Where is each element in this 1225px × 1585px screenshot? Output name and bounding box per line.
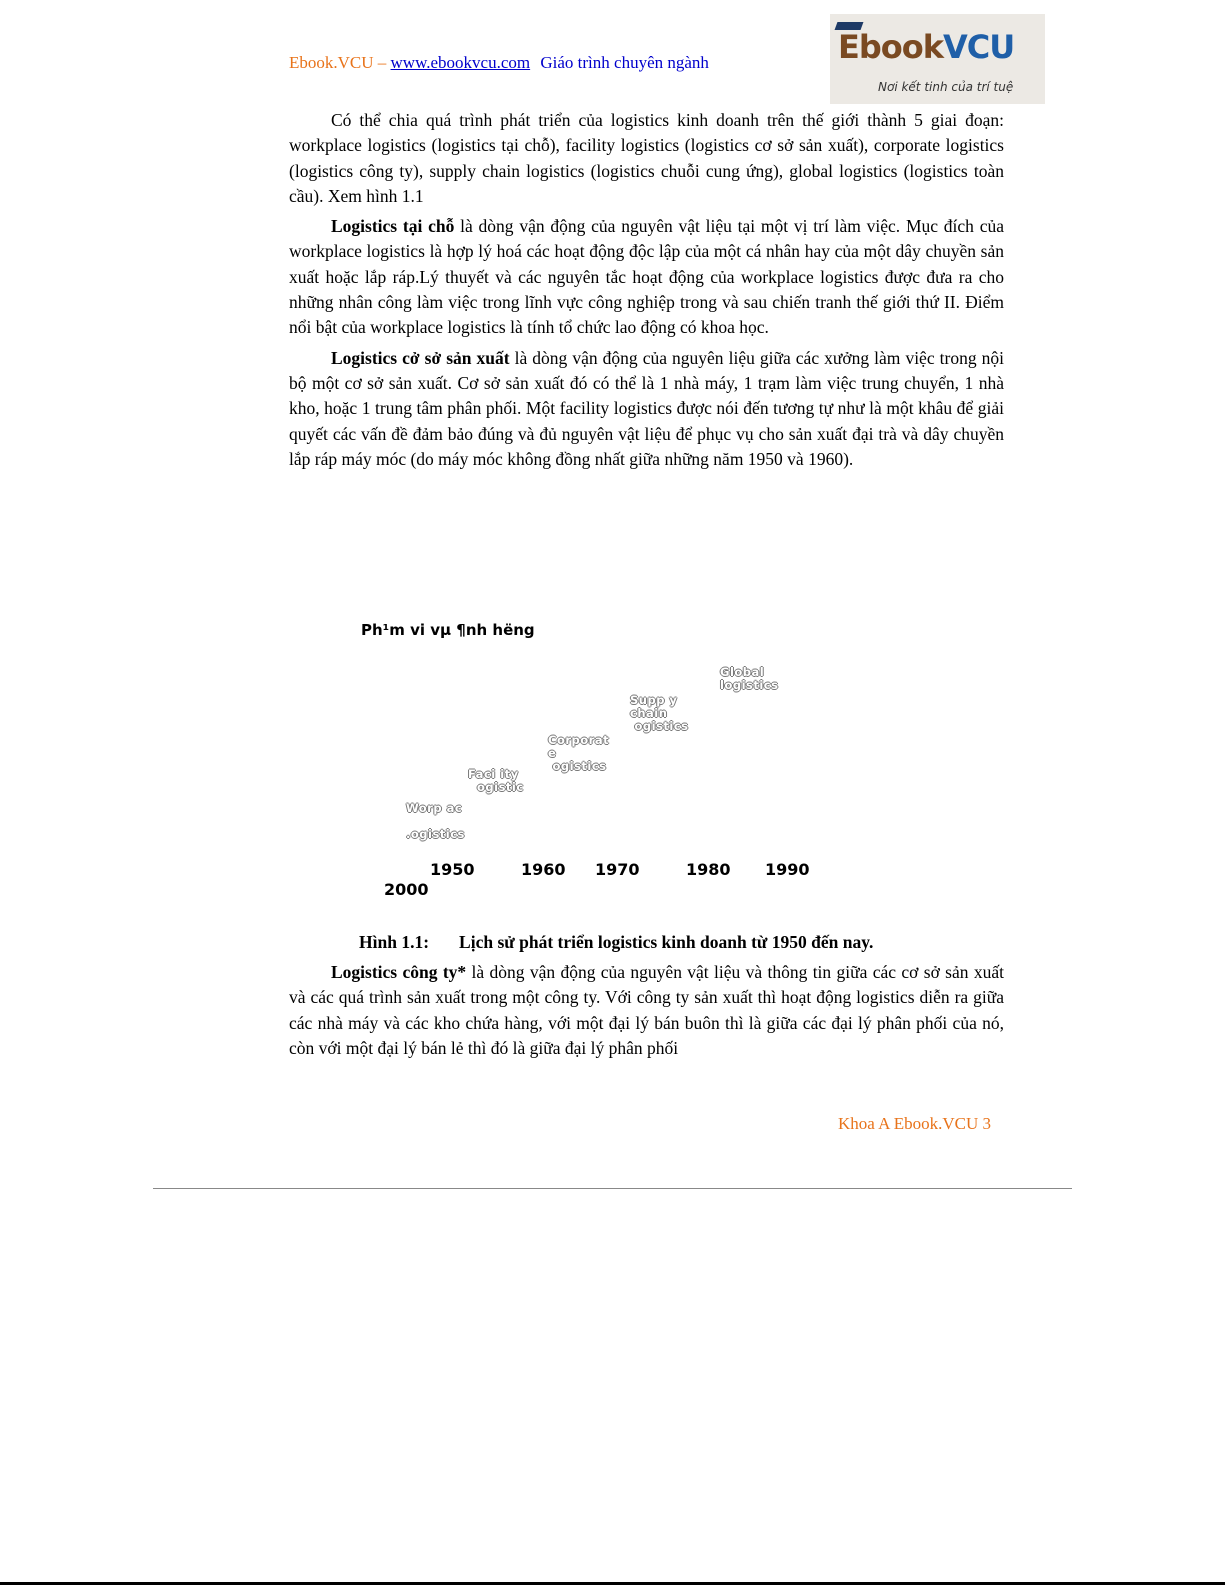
ebookvcu-logo [830, 14, 1045, 104]
logistics-history-chart [340, 610, 860, 910]
chart-y-axis-title: Ph¹m vi vµ ¶nh hëng [361, 621, 535, 639]
stage-label-5: Global logistics [720, 665, 779, 692]
stage-label-1: Worp ac .ogistics [406, 801, 465, 841]
x-tick-1990: 1990 [765, 860, 810, 879]
logo-name-part1: Ebook [838, 28, 944, 66]
x-tick-1970: 1970 [595, 860, 640, 879]
x-tick-1980: 1980 [686, 860, 731, 879]
page-divider [153, 1188, 1072, 1189]
page-footer: Khoa A Ebook.VCU 3 [838, 1114, 991, 1133]
x-tick-1950: 1950 [430, 860, 475, 879]
paragraph-4-term: Logistics công ty* [331, 962, 467, 982]
header-dash: – [377, 53, 387, 72]
stage-label-3: Corporat e ogistics [548, 733, 610, 773]
header-brand: Ebook.VCU [289, 53, 374, 72]
paragraph-4 [289, 960, 1004, 1061]
paragraph-2 [289, 214, 1004, 340]
paragraph-4-text: là dòng vận động của nguyên vật liệu và thông tin giữa các cơ sở sản xuất và các quá trình sản xuất trong một công ty. Với công ty sản xuất thì hoạt động logistics diễn ra giữa các nhà máy và các kho chứa hàng, với một đại lý bán buôn thì là giữa các đại lý phân phối của nó, còn với một đại lý bán lẻ thì đó là giữa đại lý phân phối [289, 962, 1004, 1058]
body-text-bottom [289, 960, 1004, 1061]
paragraph-1: Có thể chia quá trình phát triển của logistics kinh doanh trên thế giới thành 5 giai đoạn: workplace logistics (logistics tại chỗ), facility logistics (logistics cơ sở sản xuất), corporate logistics (logistics công ty), supply chain logistics (logistics chuỗi cung ứng), global logistics (logistics toàn cầu). Xem hình 1.1 [289, 110, 1004, 206]
figure-caption-label: Hình 1.1: [359, 932, 430, 952]
x-tick-2000: 2000 [384, 880, 429, 899]
paragraph-2-text: là dòng vận động của nguyên vật liệu tại một vị trí làm việc. Mục đích của workplace logistics là hợp lý hoá các hoạt động độc lập của một cá nhân hay của một dây chuyền sản xuất hoặc lắp ráp.Lý thuyết và các nguyên tắc hoạt động của workplace logistics được đưa ra cho những nhân công làm việc trong lĩnh vực công nghiệp trong và sau chiến tranh thế giới thứ II. Điểm nổi bật của workplace logistics là tính tổ chức lao động có khoa học. [289, 216, 1004, 338]
body-text-top [289, 108, 1004, 477]
logo-name [838, 28, 1014, 66]
stage-label-2: Faci ity ogistic [468, 767, 524, 794]
logo-name-part2: VCU [943, 28, 1015, 66]
paragraph-2-term: Logistics tại chỗ [331, 216, 455, 237]
header-url-link[interactable]: www.ebookvcu.com [390, 53, 531, 72]
figure-caption [359, 932, 873, 953]
paragraph-3-term: Logistics cở sở sản xuất [331, 347, 510, 368]
header-subtitle: Giáo trình chuyên ngành [540, 53, 709, 72]
paragraph-3 [289, 346, 1004, 472]
logo-tagline: Nơi kết tinh của trí tuệ [878, 80, 1014, 94]
page-header [289, 53, 709, 73]
paragraph-3-text: là dòng vận động của nguyên liệu giữa các xưởng làm việc trong nội bộ một cơ sở sản xuất. Cơ sở sản xuất đó có thể là 1 nhà máy, 1 trạm làm việc trung chuyển, 1 nhà kho, hoặc 1 trung tâm phân phối. Một facility logistics được nói đến tương tự như là một khâu để giải quyết các vấn đề đảm bảo đúng và đủ nguyên vật liệu để phục vụ cho sản xuất đại trà và dây chuyền lắp ráp máy móc (do máy móc không đồng nhất giữa những năm 1950 và 1960). [289, 347, 1004, 469]
stage-label-4: Supp y chain ogistics [630, 693, 689, 733]
x-tick-1960: 1960 [521, 860, 566, 879]
figure-caption-text: Lịch sử phát triển logistics kinh doanh từ 1950 đến nay. [459, 932, 874, 952]
